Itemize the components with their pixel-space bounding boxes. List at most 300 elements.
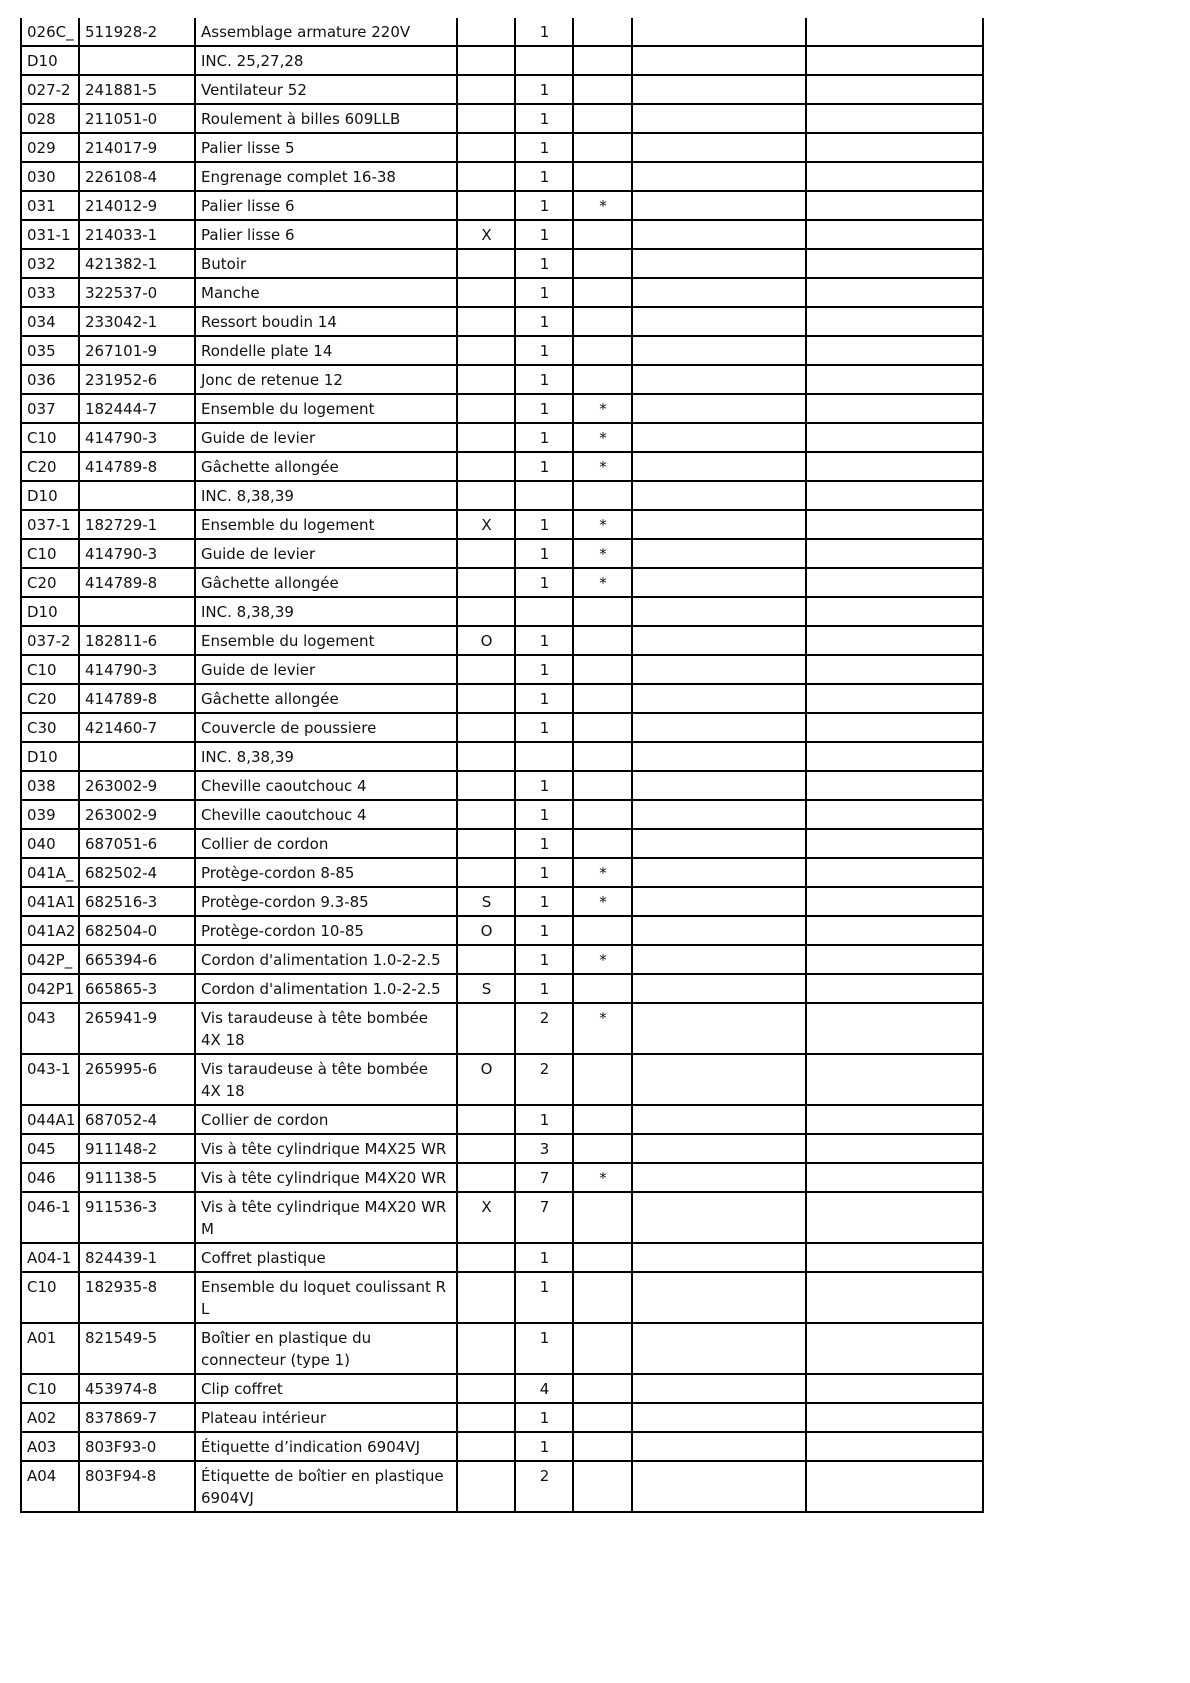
table-row — [21, 1163, 983, 1192]
item-number-cell: D10 — [21, 46, 79, 75]
table-row — [21, 18, 983, 46]
quantity-cell: 1 — [515, 75, 573, 104]
quantity-cell: 1 — [515, 829, 573, 858]
quantity-cell: 2 — [515, 1054, 573, 1105]
note-mark-cell — [573, 1374, 632, 1403]
table-row — [21, 133, 983, 162]
description-cell: Vis à tête cylindrique M4X25 WR — [195, 1134, 457, 1163]
change-code-cell — [457, 249, 515, 278]
change-code-cell — [457, 307, 515, 336]
table-row — [21, 597, 983, 626]
quantity-cell: 1 — [515, 771, 573, 800]
note-mark-cell — [573, 1461, 632, 1512]
blank-cell-1 — [632, 18, 806, 46]
part-number-cell: 911536-3 — [79, 1192, 195, 1243]
note-mark-cell — [573, 307, 632, 336]
blank-cell-2 — [806, 46, 983, 75]
blank-cell-2 — [806, 510, 983, 539]
blank-cell-2 — [806, 336, 983, 365]
part-number-cell — [79, 597, 195, 626]
table-row — [21, 1003, 983, 1054]
blank-cell-2 — [806, 1134, 983, 1163]
part-number-cell: 322537-0 — [79, 278, 195, 307]
table-row — [21, 1134, 983, 1163]
change-code-cell — [457, 771, 515, 800]
table-row — [21, 278, 983, 307]
blank-cell-2 — [806, 423, 983, 452]
item-number-cell: 045 — [21, 1134, 79, 1163]
description-cell: Cordon d'alimentation 1.0-2-2.5 — [195, 945, 457, 974]
note-mark-cell — [573, 684, 632, 713]
part-number-cell: 687052-4 — [79, 1105, 195, 1134]
blank-cell-1 — [632, 1163, 806, 1192]
blank-cell-1 — [632, 1272, 806, 1323]
blank-cell-1 — [632, 1323, 806, 1374]
note-mark-cell — [573, 597, 632, 626]
part-number-cell: 682516-3 — [79, 887, 195, 916]
blank-cell-2 — [806, 18, 983, 46]
table-row — [21, 191, 983, 220]
quantity-cell: 1 — [515, 307, 573, 336]
part-number-cell: 414789-8 — [79, 452, 195, 481]
table-row — [21, 568, 983, 597]
item-number-cell: 046 — [21, 1163, 79, 1192]
blank-cell-1 — [632, 423, 806, 452]
item-number-cell: A03 — [21, 1432, 79, 1461]
change-code-cell: O — [457, 916, 515, 945]
note-mark-cell — [573, 626, 632, 655]
blank-cell-2 — [806, 742, 983, 771]
change-code-cell — [457, 655, 515, 684]
table-row — [21, 1272, 983, 1323]
quantity-cell: 1 — [515, 684, 573, 713]
table-row — [21, 742, 983, 771]
part-number-cell: 182935-8 — [79, 1272, 195, 1323]
change-code-cell — [457, 1105, 515, 1134]
note-mark-cell: * — [573, 191, 632, 220]
part-number-cell: 682504-0 — [79, 916, 195, 945]
blank-cell-2 — [806, 655, 983, 684]
description-cell: Plateau intérieur — [195, 1403, 457, 1432]
part-number-cell: 182811-6 — [79, 626, 195, 655]
table-row — [21, 162, 983, 191]
blank-cell-1 — [632, 249, 806, 278]
description-cell: Roulement à billes 609LLB — [195, 104, 457, 133]
table-row — [21, 655, 983, 684]
item-number-cell: 034 — [21, 307, 79, 336]
item-number-cell: A02 — [21, 1403, 79, 1432]
description-cell: Palier lisse 5 — [195, 133, 457, 162]
table-row — [21, 684, 983, 713]
change-code-cell — [457, 104, 515, 133]
quantity-cell: 1 — [515, 945, 573, 974]
blank-cell-2 — [806, 133, 983, 162]
blank-cell-1 — [632, 1432, 806, 1461]
change-code-cell: X — [457, 1192, 515, 1243]
blank-cell-1 — [632, 742, 806, 771]
note-mark-cell — [573, 104, 632, 133]
blank-cell-1 — [632, 162, 806, 191]
blank-cell-2 — [806, 1192, 983, 1243]
note-mark-cell — [573, 1054, 632, 1105]
quantity-cell — [515, 742, 573, 771]
description-cell: Assemblage armature 220V — [195, 18, 457, 46]
change-code-cell — [457, 1432, 515, 1461]
blank-cell-2 — [806, 1432, 983, 1461]
description-cell: Vis taraudeuse à tête bombée 4X 18 — [195, 1054, 457, 1105]
note-mark-cell — [573, 46, 632, 75]
note-mark-cell: * — [573, 858, 632, 887]
table-row — [21, 46, 983, 75]
part-number-cell: 414789-8 — [79, 684, 195, 713]
change-code-cell — [457, 162, 515, 191]
description-cell: Guide de levier — [195, 423, 457, 452]
quantity-cell: 1 — [515, 713, 573, 742]
blank-cell-1 — [632, 46, 806, 75]
table-row — [21, 423, 983, 452]
note-mark-cell — [573, 1134, 632, 1163]
part-number-cell: 665394-6 — [79, 945, 195, 974]
change-code-cell: X — [457, 510, 515, 539]
description-cell: Ressort boudin 14 — [195, 307, 457, 336]
table-row — [21, 1105, 983, 1134]
description-cell: Rondelle plate 14 — [195, 336, 457, 365]
description-cell: Guide de levier — [195, 539, 457, 568]
change-code-cell — [457, 858, 515, 887]
description-cell: Jonc de retenue 12 — [195, 365, 457, 394]
quantity-cell: 1 — [515, 18, 573, 46]
item-number-cell: 028 — [21, 104, 79, 133]
item-number-cell: D10 — [21, 481, 79, 510]
item-number-cell: D10 — [21, 742, 79, 771]
blank-cell-2 — [806, 452, 983, 481]
item-number-cell: C10 — [21, 655, 79, 684]
change-code-cell — [457, 18, 515, 46]
item-number-cell: 037-1 — [21, 510, 79, 539]
part-number-cell: 231952-6 — [79, 365, 195, 394]
quantity-cell: 1 — [515, 278, 573, 307]
item-number-cell: 041A1 — [21, 887, 79, 916]
quantity-cell: 1 — [515, 1323, 573, 1374]
item-number-cell: 046-1 — [21, 1192, 79, 1243]
item-number-cell: 044A1 — [21, 1105, 79, 1134]
description-cell: Ensemble du logement — [195, 626, 457, 655]
description-cell: Ensemble du logement — [195, 394, 457, 423]
table-row — [21, 887, 983, 916]
description-cell: Vis taraudeuse à tête bombée 4X 18 — [195, 1003, 457, 1054]
blank-cell-1 — [632, 307, 806, 336]
blank-cell-2 — [806, 597, 983, 626]
description-cell: Gâchette allongée — [195, 684, 457, 713]
blank-cell-1 — [632, 1192, 806, 1243]
table-row — [21, 307, 983, 336]
blank-cell-1 — [632, 278, 806, 307]
description-cell: Étiquette d’indication 6904VJ — [195, 1432, 457, 1461]
part-number-cell: 511928-2 — [79, 18, 195, 46]
change-code-cell: X — [457, 220, 515, 249]
table-row — [21, 539, 983, 568]
item-number-cell: 043 — [21, 1003, 79, 1054]
table-row — [21, 1192, 983, 1243]
item-number-cell: 043-1 — [21, 1054, 79, 1105]
table-row — [21, 800, 983, 829]
note-mark-cell: * — [573, 394, 632, 423]
blank-cell-2 — [806, 1243, 983, 1272]
change-code-cell — [457, 75, 515, 104]
note-mark-cell — [573, 771, 632, 800]
item-number-cell: 042P_ — [21, 945, 79, 974]
change-code-cell — [457, 742, 515, 771]
blank-cell-1 — [632, 220, 806, 249]
table-row — [21, 1403, 983, 1432]
change-code-cell: S — [457, 887, 515, 916]
quantity-cell: 1 — [515, 800, 573, 829]
item-number-cell: C10 — [21, 423, 79, 452]
note-mark-cell — [573, 75, 632, 104]
description-cell: INC. 8,38,39 — [195, 597, 457, 626]
item-number-cell: C30 — [21, 713, 79, 742]
table-row — [21, 1432, 983, 1461]
description-cell: Palier lisse 6 — [195, 220, 457, 249]
table-row — [21, 452, 983, 481]
blank-cell-1 — [632, 626, 806, 655]
part-number-cell: 421382-1 — [79, 249, 195, 278]
note-mark-cell — [573, 655, 632, 684]
item-number-cell: 029 — [21, 133, 79, 162]
table-row — [21, 829, 983, 858]
change-code-cell — [457, 423, 515, 452]
quantity-cell: 1 — [515, 452, 573, 481]
note-mark-cell — [573, 1105, 632, 1134]
item-number-cell: 041A_ — [21, 858, 79, 887]
table-row — [21, 336, 983, 365]
part-number-cell: 267101-9 — [79, 336, 195, 365]
part-number-cell: 453974-8 — [79, 1374, 195, 1403]
description-cell: Ensemble du logement — [195, 510, 457, 539]
description-cell: Manche — [195, 278, 457, 307]
blank-cell-2 — [806, 278, 983, 307]
change-code-cell: O — [457, 1054, 515, 1105]
quantity-cell: 1 — [515, 916, 573, 945]
item-number-cell: A04 — [21, 1461, 79, 1512]
change-code-cell — [457, 713, 515, 742]
part-number-cell: 414790-3 — [79, 655, 195, 684]
description-cell: Gâchette allongée — [195, 452, 457, 481]
note-mark-cell: * — [573, 568, 632, 597]
blank-cell-1 — [632, 481, 806, 510]
quantity-cell: 1 — [515, 133, 573, 162]
blank-cell-2 — [806, 104, 983, 133]
description-cell: Guide de levier — [195, 655, 457, 684]
table-row — [21, 974, 983, 1003]
note-mark-cell — [573, 133, 632, 162]
part-number-cell: 414790-3 — [79, 539, 195, 568]
description-cell: Ensemble du loquet coulissant R L — [195, 1272, 457, 1323]
change-code-cell — [457, 394, 515, 423]
quantity-cell: 1 — [515, 510, 573, 539]
blank-cell-1 — [632, 539, 806, 568]
item-number-cell: C20 — [21, 452, 79, 481]
change-code-cell — [457, 1374, 515, 1403]
change-code-cell — [457, 452, 515, 481]
quantity-cell: 1 — [515, 655, 573, 684]
blank-cell-1 — [632, 1003, 806, 1054]
blank-cell-1 — [632, 568, 806, 597]
table-row — [21, 1374, 983, 1403]
note-mark-cell — [573, 162, 632, 191]
table-row — [21, 713, 983, 742]
table-row — [21, 916, 983, 945]
table-row — [21, 945, 983, 974]
change-code-cell — [457, 1461, 515, 1512]
note-mark-cell: * — [573, 510, 632, 539]
part-number-cell: 182444-7 — [79, 394, 195, 423]
note-mark-cell — [573, 220, 632, 249]
blank-cell-2 — [806, 1272, 983, 1323]
item-number-cell: D10 — [21, 597, 79, 626]
blank-cell-2 — [806, 568, 983, 597]
blank-cell-1 — [632, 684, 806, 713]
item-number-cell: C20 — [21, 684, 79, 713]
note-mark-cell — [573, 249, 632, 278]
note-mark-cell — [573, 742, 632, 771]
blank-cell-2 — [806, 75, 983, 104]
part-number-cell: 214012-9 — [79, 191, 195, 220]
change-code-cell — [457, 684, 515, 713]
note-mark-cell — [573, 18, 632, 46]
blank-cell-2 — [806, 771, 983, 800]
quantity-cell: 1 — [515, 887, 573, 916]
quantity-cell — [515, 481, 573, 510]
note-mark-cell: * — [573, 1003, 632, 1054]
blank-cell-2 — [806, 249, 983, 278]
blank-cell-2 — [806, 1323, 983, 1374]
note-mark-cell — [573, 1323, 632, 1374]
blank-cell-2 — [806, 162, 983, 191]
part-number-cell: 214017-9 — [79, 133, 195, 162]
note-mark-cell — [573, 713, 632, 742]
blank-cell-1 — [632, 713, 806, 742]
description-cell: Cheville caoutchouc 4 — [195, 771, 457, 800]
quantity-cell: 1 — [515, 1105, 573, 1134]
note-mark-cell — [573, 1272, 632, 1323]
item-number-cell: C10 — [21, 1374, 79, 1403]
blank-cell-1 — [632, 655, 806, 684]
blank-cell-2 — [806, 394, 983, 423]
description-cell: Vis à tête cylindrique M4X20 WR — [195, 1163, 457, 1192]
blank-cell-2 — [806, 974, 983, 1003]
part-number-cell — [79, 46, 195, 75]
item-number-cell: C20 — [21, 568, 79, 597]
note-mark-cell — [573, 365, 632, 394]
note-mark-cell — [573, 829, 632, 858]
item-number-cell: C10 — [21, 539, 79, 568]
change-code-cell — [457, 945, 515, 974]
note-mark-cell — [573, 1192, 632, 1243]
blank-cell-1 — [632, 336, 806, 365]
blank-cell-1 — [632, 945, 806, 974]
table-row — [21, 1243, 983, 1272]
note-mark-cell — [573, 916, 632, 945]
part-number-cell: 421460-7 — [79, 713, 195, 742]
description-cell: INC. 25,27,28 — [195, 46, 457, 75]
part-number-cell: 665865-3 — [79, 974, 195, 1003]
part-number-cell: 233042-1 — [79, 307, 195, 336]
blank-cell-1 — [632, 916, 806, 945]
blank-cell-2 — [806, 626, 983, 655]
quantity-cell: 1 — [515, 104, 573, 133]
description-cell: Protège-cordon 8-85 — [195, 858, 457, 887]
description-cell: Clip coffret — [195, 1374, 457, 1403]
blank-cell-2 — [806, 1054, 983, 1105]
blank-cell-1 — [632, 365, 806, 394]
blank-cell-1 — [632, 597, 806, 626]
change-code-cell — [457, 1163, 515, 1192]
blank-cell-2 — [806, 481, 983, 510]
note-mark-cell: * — [573, 452, 632, 481]
quantity-cell: 2 — [515, 1003, 573, 1054]
description-cell: Collier de cordon — [195, 829, 457, 858]
parts-list-table — [20, 18, 984, 1513]
note-mark-cell: * — [573, 539, 632, 568]
table-row — [21, 626, 983, 655]
blank-cell-1 — [632, 1134, 806, 1163]
item-number-cell: A01 — [21, 1323, 79, 1374]
part-number-cell: 263002-9 — [79, 800, 195, 829]
change-code-cell — [457, 133, 515, 162]
blank-cell-2 — [806, 858, 983, 887]
part-number-cell: 803F94-8 — [79, 1461, 195, 1512]
change-code-cell: S — [457, 974, 515, 1003]
change-code-cell — [457, 336, 515, 365]
change-code-cell — [457, 829, 515, 858]
description-cell: Coffret plastique — [195, 1243, 457, 1272]
item-number-cell: 040 — [21, 829, 79, 858]
change-code-cell — [457, 1243, 515, 1272]
description-cell: Couvercle de poussiere — [195, 713, 457, 742]
quantity-cell: 1 — [515, 626, 573, 655]
quantity-cell: 1 — [515, 365, 573, 394]
quantity-cell: 1 — [515, 1243, 573, 1272]
blank-cell-2 — [806, 1461, 983, 1512]
part-number-cell: 211051-0 — [79, 104, 195, 133]
blank-cell-1 — [632, 887, 806, 916]
part-number-cell: 265941-9 — [79, 1003, 195, 1054]
part-number-cell: 837869-7 — [79, 1403, 195, 1432]
quantity-cell: 1 — [515, 539, 573, 568]
item-number-cell: 027-2 — [21, 75, 79, 104]
change-code-cell — [457, 1003, 515, 1054]
table-row — [21, 1054, 983, 1105]
blank-cell-2 — [806, 220, 983, 249]
blank-cell-2 — [806, 191, 983, 220]
part-number-cell: 241881-5 — [79, 75, 195, 104]
blank-cell-2 — [806, 916, 983, 945]
description-cell: Butoir — [195, 249, 457, 278]
item-number-cell: 037 — [21, 394, 79, 423]
note-mark-cell — [573, 481, 632, 510]
item-number-cell: 033 — [21, 278, 79, 307]
blank-cell-1 — [632, 771, 806, 800]
item-number-cell: 036 — [21, 365, 79, 394]
part-number-cell: 911138-5 — [79, 1163, 195, 1192]
part-number-cell: 824439-1 — [79, 1243, 195, 1272]
item-number-cell: 031 — [21, 191, 79, 220]
item-number-cell: 030 — [21, 162, 79, 191]
item-number-cell: 038 — [21, 771, 79, 800]
blank-cell-1 — [632, 510, 806, 539]
part-number-cell — [79, 481, 195, 510]
